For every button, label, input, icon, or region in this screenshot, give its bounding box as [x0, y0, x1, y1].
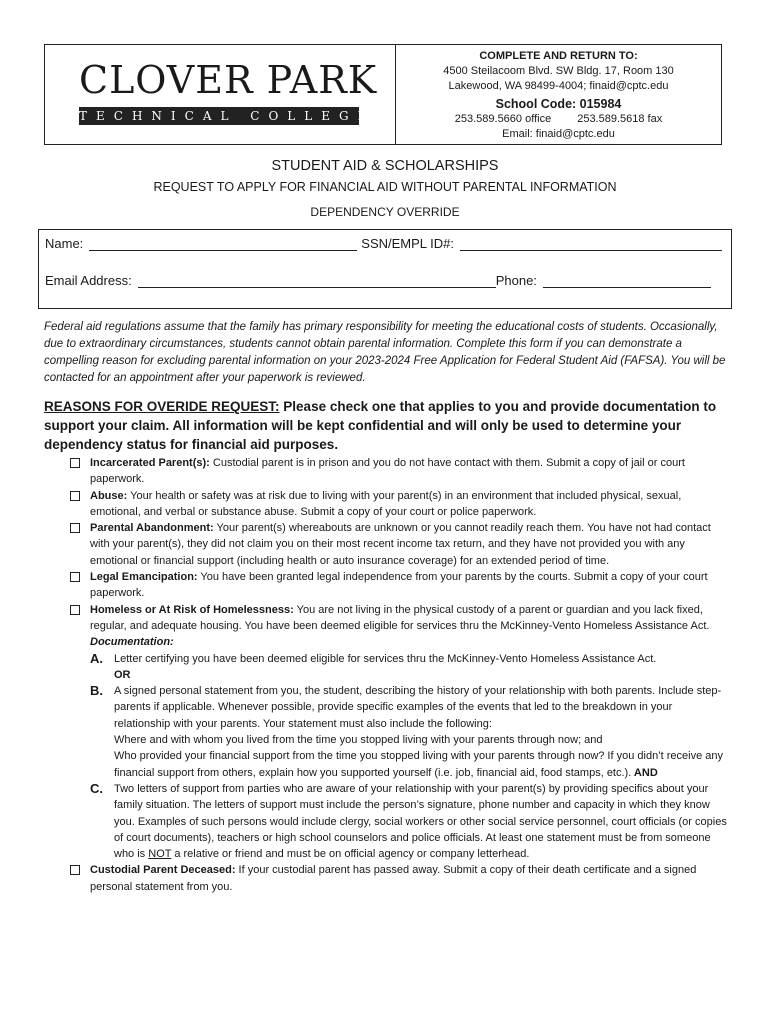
- checkbox-abuse[interactable]: [70, 491, 80, 501]
- phone-fax: 253.589.5618 fax: [577, 113, 663, 125]
- address-line-1: 4500 Steilacoom Blvd. SW Bldg. 17, Room 130: [443, 65, 674, 77]
- reason-label: Custodial Parent Deceased:: [90, 864, 236, 877]
- reason-emancipation: [68, 569, 728, 602]
- item-text-wrap: [114, 748, 728, 781]
- checkbox-incarcerated[interactable]: [70, 458, 80, 468]
- reason-label: Incarcerated Parent(s):: [90, 457, 210, 469]
- reason-homeless: [68, 602, 728, 863]
- reason-label: Legal Emancipation:: [90, 571, 198, 584]
- item-text: Letter certifying you have been deemed eligible for services thru the McKinney-Vento Homeless Assistance Act.: [114, 652, 657, 665]
- logo-sub-text: TECHNICAL COLLEGE: [79, 109, 376, 123]
- item-text: Where and with whom you lived from the time you stopped living with your parents through now; and: [114, 734, 603, 747]
- checkbox-emancipation[interactable]: [70, 572, 80, 582]
- reason-incarcerated-parent: [68, 455, 728, 488]
- checkbox-homeless[interactable]: [70, 605, 80, 615]
- name-row: [45, 236, 722, 251]
- checkbox-deceased[interactable]: [70, 865, 80, 875]
- item-text: Who provided your financial support from the time you stopped living with your parents through now? If you didn’t receive any financial support from others, explain how you supported yourself (i.e. job, financial aid, food stamps, etc.).: [114, 750, 723, 779]
- phone-label: Phone:: [495, 273, 537, 288]
- phone-office: 253.589.5660 office: [454, 113, 552, 125]
- form-subtitle: REQUEST TO APPLY FOR FINANCIAL AID WITHOUT PARENTAL INFORMATION: [153, 180, 617, 194]
- reason-text: You have been granted legal independence from your parents by the courts. Submit a copy of your court paperwork.: [90, 571, 708, 600]
- item-letter: C.: [90, 780, 103, 796]
- form-subtitle-2: DEPENDENCY OVERRIDE: [310, 205, 460, 219]
- item-letter: A.: [90, 650, 103, 666]
- reasons-heading: [44, 397, 728, 454]
- email-row: [45, 273, 711, 288]
- not-emphasis: NOT: [148, 848, 172, 861]
- item-letter: B.: [90, 683, 103, 699]
- email-field[interactable]: [138, 273, 496, 288]
- email-label: Email Address:: [45, 273, 132, 288]
- reason-text: If your custodial parent has passed away. Submit a copy of their death certificate and a signed personal statement from you.: [90, 864, 697, 893]
- item-text: A signed personal statement from you, the student, describing the history of your relationship with both parents. Include step-parents if applicable. Whenever possible, provide specific examples of the events that led to the breakdown in your relationship with your parents. Your statement must also include the following:: [114, 685, 722, 730]
- ssn-label: SSN/EMPL ID#:: [361, 236, 455, 251]
- reasons-heading-text: Please check one that applies to you and provide documentation to support your claim. All information will be kept confidential and will only be used to determine your dependency status for financial aid purposes.: [44, 399, 717, 452]
- college-logo: [45, 45, 395, 144]
- reason-text: Your health or safety was at risk due to living with your parent(s) in an environment that included physical, sexual, emotional, and verbal or substance abuse. Submit a copy of your court or police paperwork.: [90, 489, 682, 518]
- documentation-item-b: [90, 683, 728, 781]
- name-field[interactable]: [89, 236, 357, 251]
- item-text: Two letters of support from parties who are aware of your relationship with your parent(s) by providing specifics about your family situation. The letters of support must include the person’s signature, phone number and capacity in which they know you. Examples of such persons would include clergy, social workers or other social service personnel, court officials (or copies of court documents), teachers or high school counselors and police officials. At least one statement must be from someone who is: [114, 782, 727, 861]
- form-title: STUDENT AID & SCHOLARSHIPS: [271, 158, 499, 174]
- reason-label: Abuse:: [90, 489, 128, 502]
- name-label: Name:: [45, 236, 84, 251]
- contact-info: [395, 45, 721, 144]
- logo-main-text: CLOVER PARK: [79, 58, 378, 102]
- and-connector: AND: [631, 766, 658, 779]
- item-text: a relative or friend and must be on official agency or company letterhead.: [171, 848, 530, 861]
- header-box: [44, 44, 722, 145]
- intro-paragraph: Federal aid regulations assume that the family has primary responsibility for meeting the educational costs of students. Occasionally, due to extraordinary circumstances, students cannot obtain parental information. Complete this form if you can demonstrate a compelling reason for excluding parental information on your 2023-2024 Free Application for Federal Student Aid (FAFSA). You will be contacted for an appointment after your paperwork is reviewed.: [44, 321, 726, 384]
- school-code: School Code: 015984: [495, 97, 622, 111]
- phone-row: [396, 112, 721, 127]
- reason-text: Custodial parent is in prison and you do not have contact with them. Submit a copy of jail or court paperwork.: [90, 457, 685, 486]
- reasons-list: [68, 455, 728, 895]
- or-connector: OR: [114, 668, 131, 681]
- reason-label: Parental Abandonment:: [90, 522, 214, 535]
- student-info-box: [38, 229, 732, 309]
- contact-email: Email: finaid@cptc.edu: [502, 128, 615, 140]
- reason-text: Your parent(s) whereabouts are unknown or you cannot readily reach them. You have not had contact with your parent(s), they did not claim you on their most recent income tax return, and they have not provided you with any emotional or financial support (including health or auto insurance coverage) for an extended period of time.: [90, 522, 711, 567]
- documentation-label: Documentation:: [90, 636, 174, 649]
- checkbox-abandonment[interactable]: [70, 523, 80, 533]
- address-line-2: Lakewood, WA 98499-4004; finaid@cptc.edu: [448, 80, 669, 92]
- phone-field[interactable]: [543, 273, 711, 288]
- reason-abuse: [68, 488, 728, 521]
- reason-label: Homeless or At Risk of Homelessness:: [90, 603, 294, 616]
- item-text-wrap: [114, 781, 728, 862]
- reason-abandonment: [68, 520, 728, 569]
- reason-text: You are not living in the physical custody of a parent or guardian and you lack fixed, regular, and adequate housing. You have been deemed eligible for services thru the McKinney-Vento Homeless Assistance Act.: [90, 603, 710, 632]
- documentation-item-c: [90, 781, 728, 862]
- documentation-item-a: [90, 651, 728, 684]
- contact-title: COMPLETE AND RETURN TO:: [479, 50, 638, 62]
- ssn-field[interactable]: [460, 236, 722, 251]
- reasons-heading-label: REASONS FOR OVERIDE REQUEST:: [44, 399, 280, 414]
- reason-parent-deceased: [68, 862, 728, 895]
